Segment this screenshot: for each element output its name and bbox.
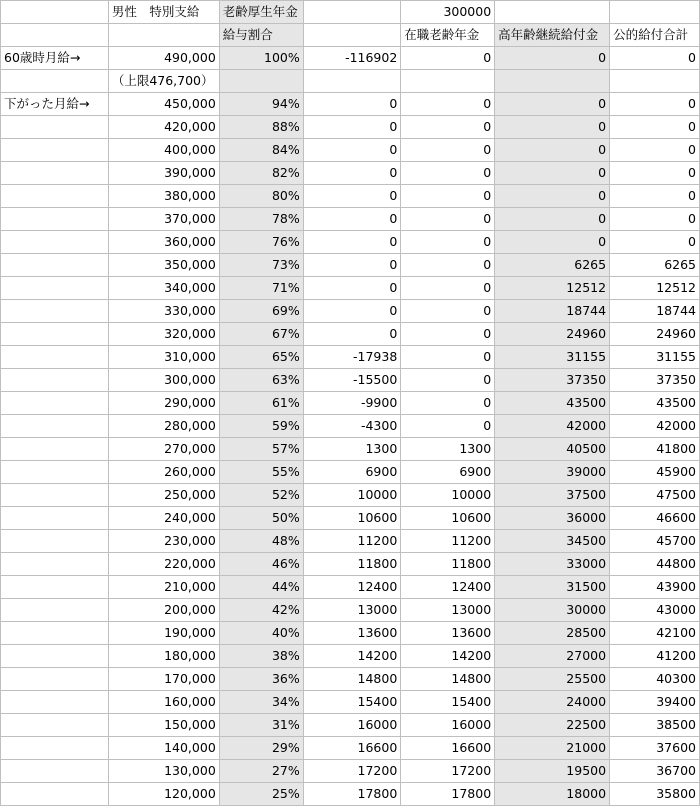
row-label-cell[interactable] [1, 139, 109, 162]
header-gender-label[interactable]: 男性 特別支給 [108, 1, 219, 24]
salary-cell[interactable]: 260,000 [108, 461, 219, 484]
working-pension-cell[interactable]: 14800 [401, 668, 495, 691]
row-label-cell[interactable] [1, 622, 109, 645]
row-label-cell[interactable] [1, 645, 109, 668]
total-benefit-cell[interactable]: 0 [610, 162, 700, 185]
pension-diff-cell[interactable]: 0 [303, 208, 401, 231]
pension-diff-cell[interactable]: 0 [303, 116, 401, 139]
pension-diff-cell[interactable]: 13600 [303, 622, 401, 645]
row-label-cell[interactable] [1, 323, 109, 346]
upper-limit-row [1, 70, 700, 93]
cell[interactable] [303, 1, 401, 24]
total-benefit-cell[interactable]: 42100 [610, 622, 700, 645]
ratio-cell[interactable]: 27% [219, 760, 303, 783]
ratio-cell[interactable]: 78% [219, 208, 303, 231]
table-row [1, 300, 700, 323]
working-pension-cell[interactable]: 10000 [401, 484, 495, 507]
working-pension-cell[interactable]: 16600 [401, 737, 495, 760]
total-benefit-cell[interactable]: 41200 [610, 645, 700, 668]
total-benefit-cell[interactable]: 47500 [610, 484, 700, 507]
ratio-cell[interactable]: 67% [219, 323, 303, 346]
table-row [1, 323, 700, 346]
working-pension-cell[interactable]: 17200 [401, 760, 495, 783]
continuation-benefit-cell[interactable]: 0 [495, 47, 610, 70]
table-row [1, 714, 700, 737]
pension-diff-cell[interactable]: 11800 [303, 553, 401, 576]
continuation-benefit-cell[interactable]: 28500 [495, 622, 610, 645]
row-label-cell[interactable] [1, 231, 109, 254]
continuation-benefit-cell[interactable]: 27000 [495, 645, 610, 668]
working-pension-cell[interactable]: 0 [401, 323, 495, 346]
continuation-benefit-cell[interactable]: 40500 [495, 438, 610, 461]
total-benefit-cell[interactable]: 43900 [610, 576, 700, 599]
ratio-cell[interactable]: 82% [219, 162, 303, 185]
total-benefit-cell[interactable]: 0 [610, 139, 700, 162]
cell[interactable] [303, 24, 401, 47]
cell[interactable] [1, 1, 109, 24]
table-row [1, 254, 700, 277]
row-label-cell[interactable] [1, 599, 109, 622]
salary-cell[interactable]: 130,000 [108, 760, 219, 783]
continuation-benefit-cell[interactable]: 33000 [495, 553, 610, 576]
pension-diff-cell[interactable]: 0 [303, 231, 401, 254]
ratio-cell[interactable]: 31% [219, 714, 303, 737]
ratio-cell[interactable]: 84% [219, 139, 303, 162]
working-pension-cell[interactable]: 11200 [401, 530, 495, 553]
table-row [1, 162, 700, 185]
salary-cell[interactable]: 420,000 [108, 116, 219, 139]
table-row [1, 231, 700, 254]
table-row [1, 553, 700, 576]
cell[interactable] [610, 70, 700, 93]
pension-diff-cell[interactable]: 17200 [303, 760, 401, 783]
pension-diff-cell[interactable]: 0 [303, 254, 401, 277]
total-benefit-cell[interactable]: 31155 [610, 346, 700, 369]
ratio-cell[interactable]: 29% [219, 737, 303, 760]
salary-cell[interactable]: 180,000 [108, 645, 219, 668]
age60-row [1, 47, 700, 70]
working-pension-cell[interactable]: 0 [401, 231, 495, 254]
total-benefit-cell[interactable]: 45900 [610, 461, 700, 484]
table-row [1, 369, 700, 392]
working-pension-cell[interactable]: 0 [401, 185, 495, 208]
row-label-cell[interactable] [1, 507, 109, 530]
pension-diff-cell[interactable]: 6900 [303, 461, 401, 484]
pension-diff-cell[interactable]: 0 [303, 277, 401, 300]
working-pension-cell[interactable]: 0 [401, 392, 495, 415]
ratio-cell[interactable]: 57% [219, 438, 303, 461]
continuation-benefit-cell[interactable]: 37350 [495, 369, 610, 392]
pension-diff-cell[interactable]: 0 [303, 139, 401, 162]
continuation-benefit-cell[interactable]: 0 [495, 231, 610, 254]
working-pension-cell[interactable]: 0 [401, 162, 495, 185]
continuation-benefit-cell[interactable]: 18000 [495, 783, 610, 806]
header-pension-amount[interactable]: 300000 [401, 1, 495, 24]
cell[interactable] [303, 70, 401, 93]
salary-cell[interactable]: 240,000 [108, 507, 219, 530]
salary-cell[interactable]: 280,000 [108, 415, 219, 438]
working-pension-cell[interactable]: 0 [401, 415, 495, 438]
table-row [1, 139, 700, 162]
salary-cell[interactable]: 360,000 [108, 231, 219, 254]
salary-cell[interactable]: 380,000 [108, 185, 219, 208]
table-row [1, 507, 700, 530]
salary-cell[interactable]: 340,000 [108, 277, 219, 300]
ratio-cell[interactable]: 65% [219, 346, 303, 369]
working-pension-cell[interactable]: 0 [401, 277, 495, 300]
row-label-cell[interactable] [1, 714, 109, 737]
pension-diff-cell[interactable]: -17938 [303, 346, 401, 369]
table-row [1, 530, 700, 553]
continuation-benefit-cell[interactable]: 12512 [495, 277, 610, 300]
pension-diff-cell[interactable]: 14200 [303, 645, 401, 668]
working-pension-cell[interactable]: 17800 [401, 783, 495, 806]
age60-label[interactable]: 60歳時月給→ [1, 47, 109, 70]
working-pension-cell[interactable]: 0 [401, 139, 495, 162]
working-pension-cell[interactable]: 14200 [401, 645, 495, 668]
continuation-benefit-cell[interactable]: 0 [495, 116, 610, 139]
ratio-cell[interactable]: 73% [219, 254, 303, 277]
row-label-cell[interactable] [1, 760, 109, 783]
continuation-benefit-cell[interactable]: 31500 [495, 576, 610, 599]
row-label-cell[interactable] [1, 300, 109, 323]
continuation-benefit-cell[interactable]: 34500 [495, 530, 610, 553]
salary-cell[interactable]: 450,000 [108, 93, 219, 116]
total-benefit-cell[interactable]: 45700 [610, 530, 700, 553]
ratio-cell[interactable]: 25% [219, 783, 303, 806]
working-pension-cell[interactable]: 11800 [401, 553, 495, 576]
pension-diff-cell[interactable]: 16600 [303, 737, 401, 760]
salary-cell[interactable]: 150,000 [108, 714, 219, 737]
salary-cell[interactable]: 210,000 [108, 576, 219, 599]
header-total-benefit[interactable]: 公的給付合計 [610, 24, 700, 47]
continuation-benefit-cell[interactable]: 0 [495, 208, 610, 231]
working-pension-cell[interactable]: 0 [401, 47, 495, 70]
working-pension-cell[interactable]: 10600 [401, 507, 495, 530]
ratio-cell[interactable]: 48% [219, 530, 303, 553]
pension-diff-cell[interactable]: 12400 [303, 576, 401, 599]
row-label-cell[interactable] [1, 438, 109, 461]
continuation-benefit-cell[interactable]: 19500 [495, 760, 610, 783]
pension-diff-cell[interactable]: 16000 [303, 714, 401, 737]
continuation-benefit-cell[interactable]: 22500 [495, 714, 610, 737]
total-benefit-cell[interactable]: 0 [610, 231, 700, 254]
row-label-cell[interactable] [1, 185, 109, 208]
ratio-cell[interactable]: 69% [219, 300, 303, 323]
table-row [1, 622, 700, 645]
cell[interactable] [1, 24, 109, 47]
salary-cell[interactable]: 390,000 [108, 162, 219, 185]
cell[interactable] [610, 1, 700, 24]
row-label-cell[interactable] [1, 737, 109, 760]
cell[interactable] [401, 70, 495, 93]
total-benefit-cell[interactable]: 36700 [610, 760, 700, 783]
row-label-cell[interactable] [1, 461, 109, 484]
continuation-benefit-cell[interactable]: 31155 [495, 346, 610, 369]
working-pension-cell[interactable]: 13600 [401, 622, 495, 645]
table-row [1, 461, 700, 484]
table-row [1, 668, 700, 691]
total-benefit-cell[interactable]: 43500 [610, 392, 700, 415]
total-benefit-cell[interactable]: 6265 [610, 254, 700, 277]
table-row [1, 392, 700, 415]
pension-diff-cell[interactable]: -4300 [303, 415, 401, 438]
working-pension-cell[interactable]: 13000 [401, 599, 495, 622]
pension-diff-cell[interactable]: -9900 [303, 392, 401, 415]
salary-cell[interactable]: 330,000 [108, 300, 219, 323]
ratio-cell[interactable]: 61% [219, 392, 303, 415]
cell[interactable] [219, 70, 303, 93]
table-row [1, 93, 700, 116]
total-benefit-cell[interactable]: 39400 [610, 691, 700, 714]
total-benefit-cell[interactable]: 0 [610, 185, 700, 208]
pension-diff-cell[interactable]: 1300 [303, 438, 401, 461]
header-working-pension[interactable]: 在職老齢年金 [401, 24, 495, 47]
working-pension-cell[interactable]: 0 [401, 254, 495, 277]
table-row [1, 576, 700, 599]
row-label-cell[interactable] [1, 668, 109, 691]
table-row [1, 484, 700, 507]
pension-diff-cell[interactable]: 0 [303, 162, 401, 185]
row-label-cell[interactable] [1, 369, 109, 392]
pension-diff-cell[interactable]: 0 [303, 93, 401, 116]
ratio-cell[interactable]: 88% [219, 116, 303, 139]
working-pension-cell[interactable]: 0 [401, 369, 495, 392]
continuation-benefit-cell[interactable]: 36000 [495, 507, 610, 530]
salary-cell[interactable]: 300,000 [108, 369, 219, 392]
row-label-cell[interactable] [1, 484, 109, 507]
continuation-benefit-cell[interactable]: 0 [495, 162, 610, 185]
row-label-cell[interactable] [1, 576, 109, 599]
cell[interactable] [1, 70, 109, 93]
salary-cell[interactable]: 230,000 [108, 530, 219, 553]
pension-diff-cell[interactable]: 13000 [303, 599, 401, 622]
working-pension-cell[interactable]: 0 [401, 93, 495, 116]
ratio-cell[interactable]: 36% [219, 668, 303, 691]
salary-cell[interactable]: 140,000 [108, 737, 219, 760]
table-row [1, 415, 700, 438]
ratio-cell[interactable]: 55% [219, 461, 303, 484]
working-pension-cell[interactable]: 16000 [401, 714, 495, 737]
header-pension-label[interactable]: 老齢厚生年金 [219, 1, 303, 24]
ratio-cell[interactable]: 63% [219, 369, 303, 392]
row-label-cell[interactable] [1, 208, 109, 231]
continuation-benefit-cell[interactable]: 30000 [495, 599, 610, 622]
pension-diff-cell[interactable]: 0 [303, 185, 401, 208]
cell[interactable] [495, 1, 610, 24]
row-label-cell[interactable] [1, 277, 109, 300]
pension-diff-cell[interactable]: 10000 [303, 484, 401, 507]
total-benefit-cell[interactable]: 0 [610, 208, 700, 231]
working-pension-cell[interactable]: 15400 [401, 691, 495, 714]
row-label-cell[interactable] [1, 116, 109, 139]
total-benefit-cell[interactable]: 40300 [610, 668, 700, 691]
table-row [1, 760, 700, 783]
salary-cell[interactable]: 160,000 [108, 691, 219, 714]
cell[interactable] [108, 24, 219, 47]
table-row [1, 599, 700, 622]
ratio-cell[interactable]: 71% [219, 277, 303, 300]
table-row [1, 116, 700, 139]
pension-diff-cell[interactable]: 0 [303, 300, 401, 323]
header-salary-ratio[interactable]: 給与割合 [219, 24, 303, 47]
upper-limit-label[interactable]: （上限476,700） [108, 70, 219, 93]
total-benefit-cell[interactable]: 0 [610, 116, 700, 139]
continuation-benefit-cell[interactable]: 0 [495, 93, 610, 116]
total-benefit-cell[interactable]: 38500 [610, 714, 700, 737]
continuation-benefit-cell[interactable]: 25500 [495, 668, 610, 691]
pension-diff-cell[interactable]: 11200 [303, 530, 401, 553]
continuation-benefit-cell[interactable]: 43500 [495, 392, 610, 415]
ratio-cell[interactable]: 42% [219, 599, 303, 622]
continuation-benefit-cell[interactable]: 37500 [495, 484, 610, 507]
salary-cell[interactable]: 370,000 [108, 208, 219, 231]
header-row-2 [1, 24, 700, 47]
row-label-cell[interactable] [1, 415, 109, 438]
salary-cell[interactable]: 290,000 [108, 392, 219, 415]
table-row [1, 277, 700, 300]
total-benefit-cell[interactable]: 18744 [610, 300, 700, 323]
continuation-benefit-cell[interactable]: 0 [495, 185, 610, 208]
continuation-benefit-cell[interactable]: 0 [495, 139, 610, 162]
total-benefit-cell[interactable]: 43000 [610, 599, 700, 622]
salary-cell[interactable]: 200,000 [108, 599, 219, 622]
ratio-cell[interactable]: 100% [219, 47, 303, 70]
salary-cell[interactable]: 320,000 [108, 323, 219, 346]
header-continuation-benefit[interactable]: 高年齢継続給付金 [495, 24, 610, 47]
ratio-cell[interactable]: 44% [219, 576, 303, 599]
total-benefit-cell[interactable]: 0 [610, 47, 700, 70]
total-benefit-cell[interactable]: 24960 [610, 323, 700, 346]
ratio-cell[interactable]: 59% [219, 415, 303, 438]
working-pension-cell[interactable]: 1300 [401, 438, 495, 461]
ratio-cell[interactable]: 94% [219, 93, 303, 116]
total-benefit-cell[interactable]: 37600 [610, 737, 700, 760]
salary-cell[interactable]: 490,000 [108, 47, 219, 70]
pension-diff-cell[interactable]: 17800 [303, 783, 401, 806]
row-label-cell[interactable] [1, 254, 109, 277]
pension-diff-cell[interactable]: 0 [303, 323, 401, 346]
salary-cell[interactable]: 170,000 [108, 668, 219, 691]
ratio-cell[interactable]: 34% [219, 691, 303, 714]
working-pension-cell[interactable]: 0 [401, 300, 495, 323]
working-pension-cell[interactable]: 0 [401, 116, 495, 139]
pension-diff-cell[interactable]: 10600 [303, 507, 401, 530]
salary-cell[interactable]: 190,000 [108, 622, 219, 645]
salary-cell[interactable]: 120,000 [108, 783, 219, 806]
ratio-cell[interactable]: 80% [219, 185, 303, 208]
continuation-benefit-cell[interactable]: 21000 [495, 737, 610, 760]
pension-diff-cell[interactable]: -116902 [303, 47, 401, 70]
total-benefit-cell[interactable]: 41800 [610, 438, 700, 461]
total-benefit-cell[interactable]: 12512 [610, 277, 700, 300]
continuation-benefit-cell[interactable]: 6265 [495, 254, 610, 277]
total-benefit-cell[interactable]: 44800 [610, 553, 700, 576]
table-row [1, 185, 700, 208]
salary-cell[interactable]: 400,000 [108, 139, 219, 162]
salary-cell[interactable]: 220,000 [108, 553, 219, 576]
row-label-cell[interactable] [1, 162, 109, 185]
ratio-cell[interactable]: 52% [219, 484, 303, 507]
table-row [1, 438, 700, 461]
row-label-cell[interactable] [1, 783, 109, 806]
continuation-benefit-cell[interactable]: 18744 [495, 300, 610, 323]
working-pension-cell[interactable]: 6900 [401, 461, 495, 484]
ratio-cell[interactable]: 76% [219, 231, 303, 254]
ratio-cell[interactable]: 50% [219, 507, 303, 530]
working-pension-cell[interactable]: 12400 [401, 576, 495, 599]
continuation-benefit-cell[interactable]: 42000 [495, 415, 610, 438]
total-benefit-cell[interactable]: 35800 [610, 783, 700, 806]
salary-cell[interactable]: 350,000 [108, 254, 219, 277]
salary-cell[interactable]: 250,000 [108, 484, 219, 507]
header-row-1 [1, 1, 700, 24]
row-label-cell[interactable] [1, 553, 109, 576]
total-benefit-cell[interactable]: 42000 [610, 415, 700, 438]
ratio-cell[interactable]: 46% [219, 553, 303, 576]
total-benefit-cell[interactable]: 46600 [610, 507, 700, 530]
row-label-cell[interactable] [1, 691, 109, 714]
continuation-benefit-cell[interactable]: 39000 [495, 461, 610, 484]
continuation-benefit-cell[interactable]: 24960 [495, 323, 610, 346]
working-pension-cell[interactable]: 0 [401, 208, 495, 231]
row-label-cell[interactable]: 下がった月給→ [1, 93, 109, 116]
pension-diff-cell[interactable]: 15400 [303, 691, 401, 714]
ratio-cell[interactable]: 40% [219, 622, 303, 645]
table-row [1, 645, 700, 668]
salary-cell[interactable]: 310,000 [108, 346, 219, 369]
salary-cell[interactable]: 270,000 [108, 438, 219, 461]
pension-diff-cell[interactable]: -15500 [303, 369, 401, 392]
table-row [1, 737, 700, 760]
total-benefit-cell[interactable]: 0 [610, 93, 700, 116]
table-row [1, 691, 700, 714]
table-row [1, 346, 700, 369]
row-label-cell[interactable] [1, 530, 109, 553]
table-row [1, 783, 700, 806]
cell[interactable] [495, 70, 610, 93]
continuation-benefit-cell[interactable]: 24000 [495, 691, 610, 714]
pension-diff-cell[interactable]: 14800 [303, 668, 401, 691]
table-row [1, 208, 700, 231]
ratio-cell[interactable]: 38% [219, 645, 303, 668]
row-label-cell[interactable] [1, 346, 109, 369]
total-benefit-cell[interactable]: 37350 [610, 369, 700, 392]
row-label-cell[interactable] [1, 392, 109, 415]
working-pension-cell[interactable]: 0 [401, 346, 495, 369]
